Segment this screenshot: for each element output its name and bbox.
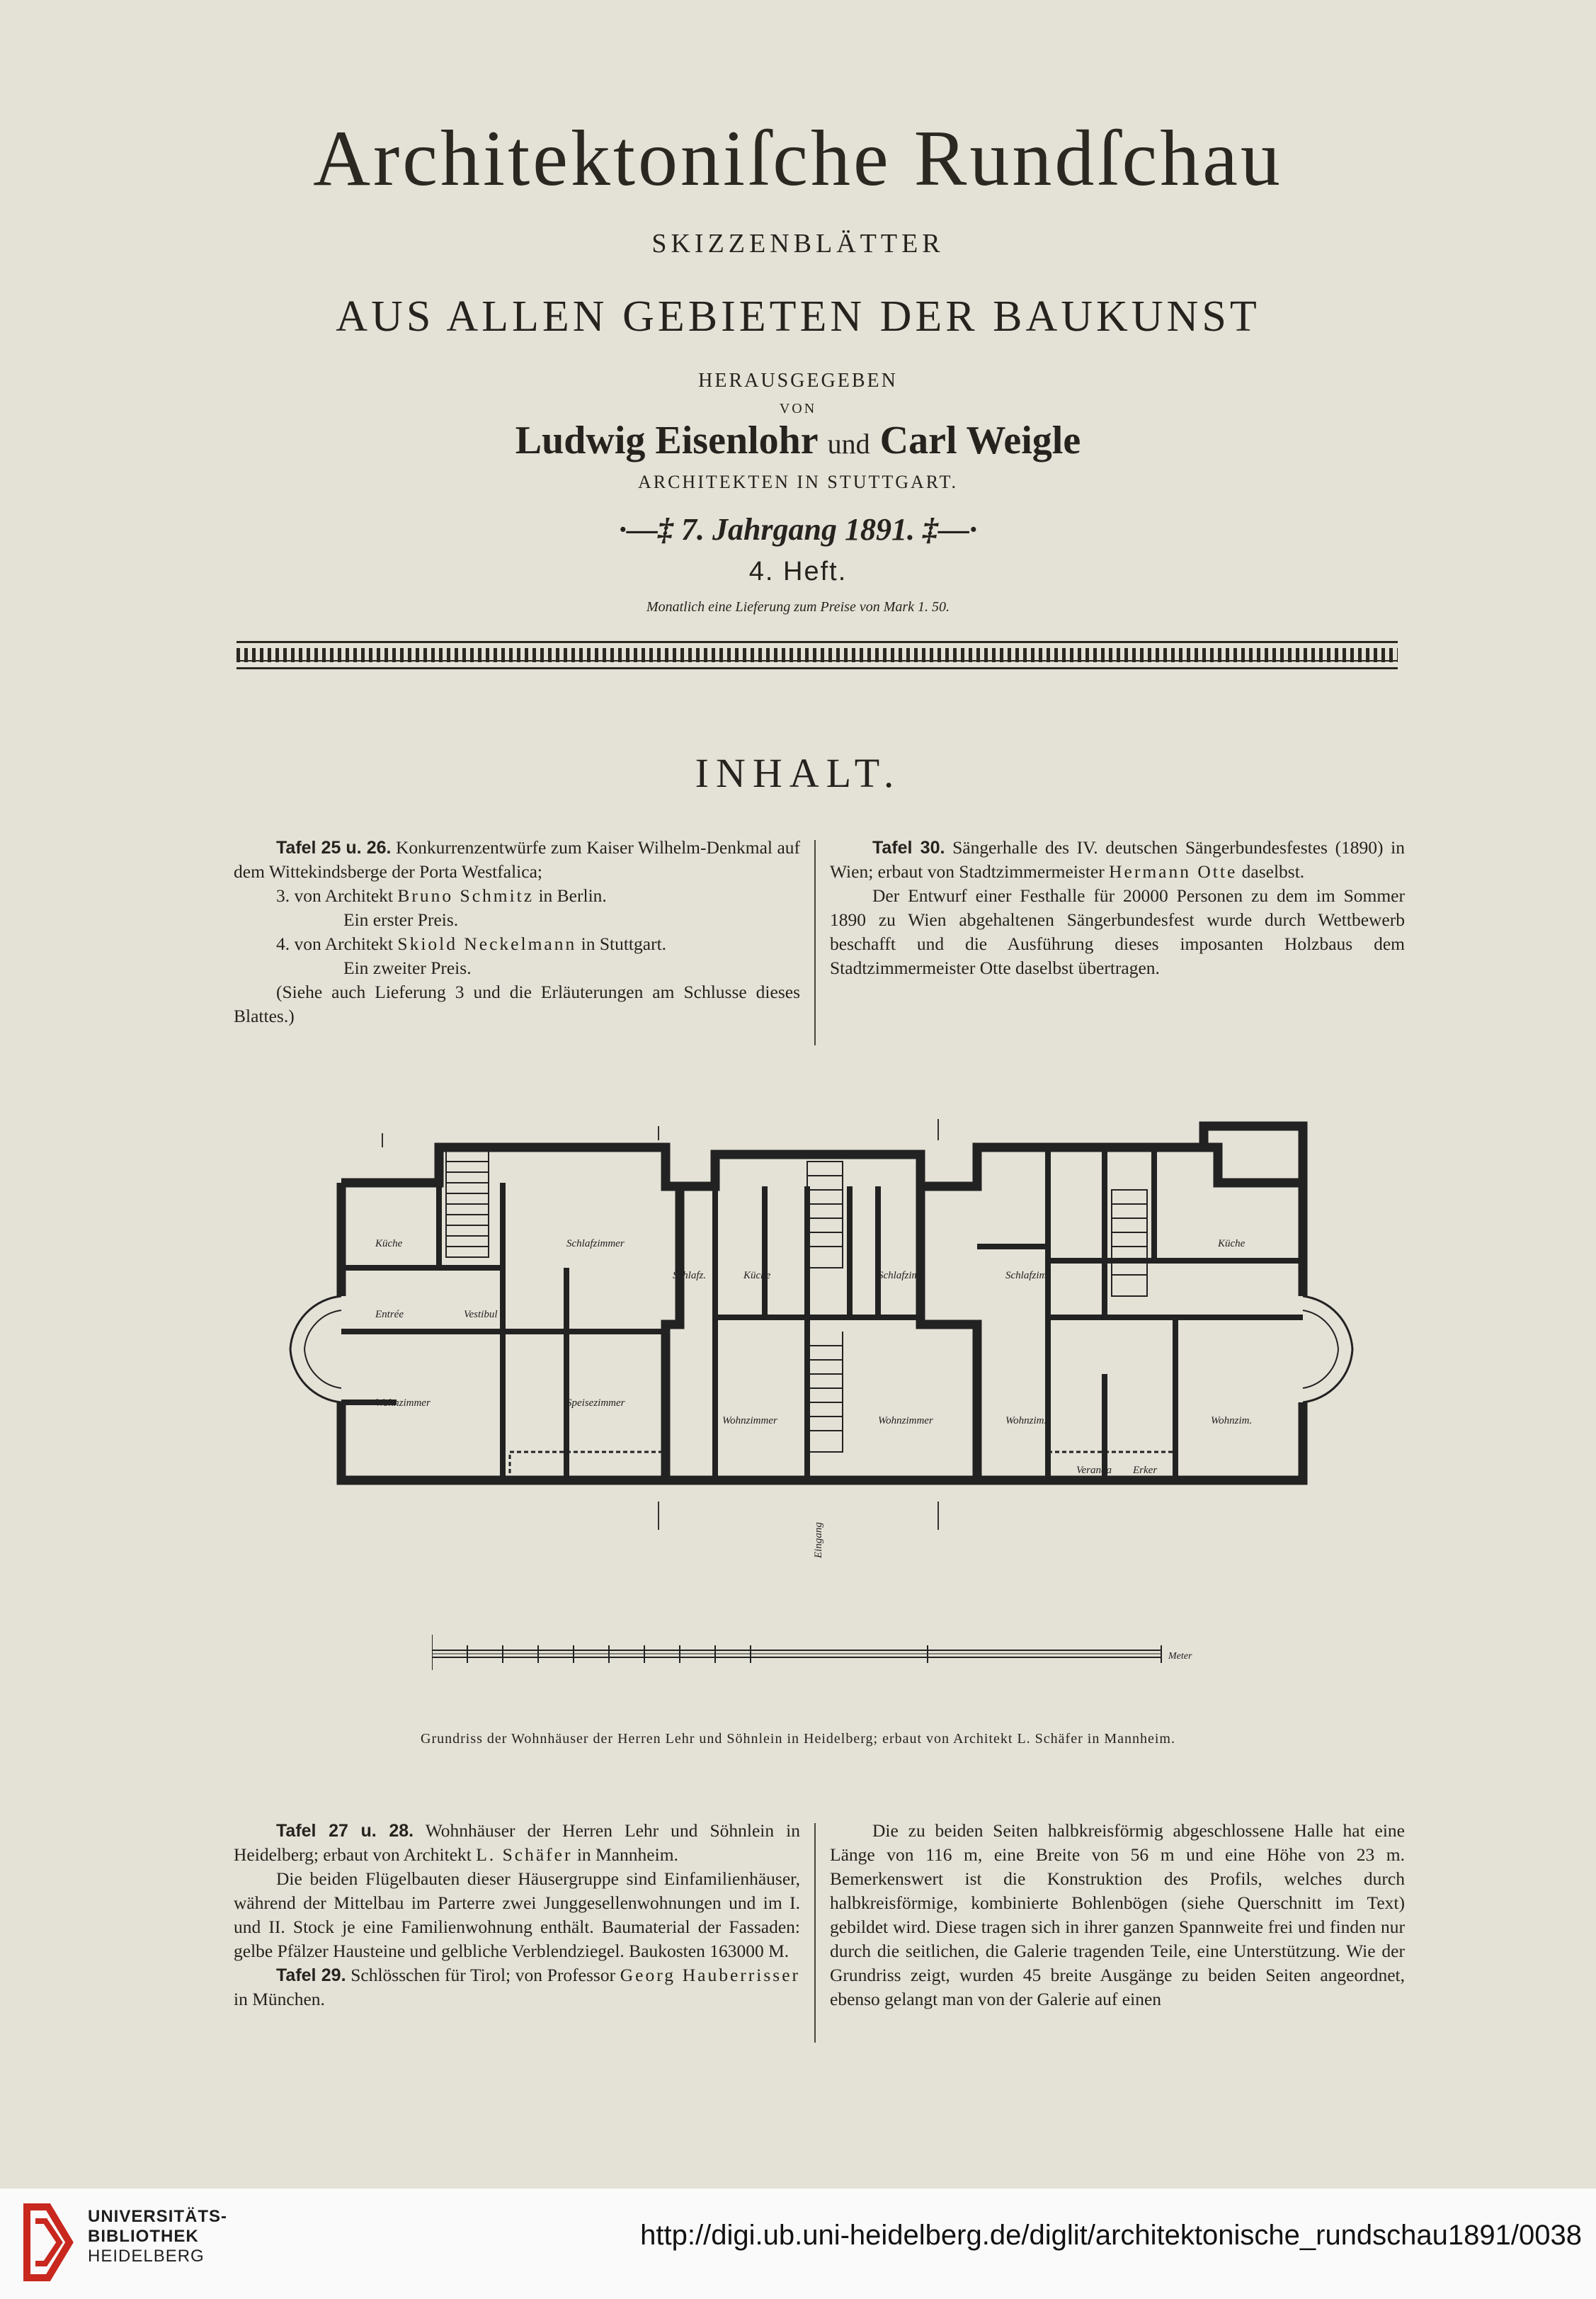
body-right-p1: Die zu beiden Seiten halbkreisförmig abgeschlossene Halle hat eine Länge von 116 m, eine Breite von 56 m und eine Höhe von 23 m. Bemerkenswert ist die Konstruktion des Profils, welches durch halbkreisförmige, kombinierte Bohlenbögen (siehe Querschnitt im Text) gebildet wird. Diese tragen sich in ihrer ganzen Spannweite frei und finden nur durch die seitlichen, die Galerie tragenden Teile, eine Unterstützung. Wie der Grundriss zeigt, wurden 45 breite Ausgänge zu beiden Seiten angeordnet, ebenso gelangt man von der Galerie auf einen <box>830 1820 1405 2009</box>
toc-right-p1 <box>830 836 1405 884</box>
plan-inner-wall <box>977 1147 1303 1480</box>
figure-caption: Grundriss der Wohnhäuser der Herren Lehr und Söhnlein in Heidelberg; erbaut von Architekt L. Schäfer in Mannheim. <box>421 1731 1175 1747</box>
label-eingang: Eingang <box>813 1522 824 1558</box>
toc-left-p6: (Siehe auch Lieferung 3 und die Erläuterungen am Schlusse dieses Blattes.) <box>234 982 800 1026</box>
label-schlafzimmer-left: Schlafzimmer <box>566 1238 625 1249</box>
herausgegeben-label: HERAUSGEGEBEN <box>698 370 898 392</box>
label-schlafzim-right: Schlafzim. <box>1005 1270 1050 1281</box>
toc-text: Konkurrenzentwürfe zum Kaiser Wilhelm-Denkmal auf dem Wittekindsberge der Porta Westfalica; <box>234 837 801 882</box>
toc-left-p3: Ein erster Preis. <box>343 909 459 930</box>
toc-text: in Berlin. <box>534 885 607 906</box>
body-text: Schlösschen für Tirol; von Professor <box>350 1965 620 1985</box>
editors-line <box>0 418 1596 463</box>
plan-inner-wall <box>715 1186 923 1480</box>
toc-text: 4. von Architekt <box>276 933 398 954</box>
column-divider <box>814 840 816 1045</box>
label-veranda: Veranda <box>1076 1465 1112 1476</box>
architect-name: L. Schäfer <box>476 1844 573 1865</box>
body-text: in Mannheim. <box>572 1844 678 1865</box>
body-text: in München. <box>234 1989 325 2009</box>
architect-name: Hermann Otte <box>1109 861 1238 882</box>
heft-line: 4. Heft. <box>748 557 848 586</box>
scale-bar <box>432 1628 1246 1691</box>
ornament-left: ·—‡ <box>618 512 681 547</box>
editor-2: Carl Weigle <box>879 419 1081 462</box>
architects-line: ARCHITEKTEN IN STUTTGART. <box>637 472 959 492</box>
architect-name: Skiold Neckelmann <box>397 933 577 954</box>
inhalt-heading: INHALT. <box>695 750 901 796</box>
toc-left-column <box>234 836 800 1028</box>
label-wohnzimmer-mid: Wohnzimmer <box>722 1415 777 1426</box>
journal-subtitle-2: AUS ALLEN GEBIETEN DER BAUKUNST <box>336 293 1260 341</box>
label-wohnzimmer-mid2: Wohnzimmer <box>878 1415 933 1426</box>
label-erker: Erker <box>1133 1465 1158 1476</box>
body-right-column <box>830 1819 1405 2011</box>
tafel-label: Tafel 25 u. 26. <box>276 838 392 858</box>
toc-text: in Stuttgart. <box>576 933 667 954</box>
label-wohnzimmer-left: Wohnzimmer <box>375 1397 431 1409</box>
tafel-label: Tafel 29. <box>276 1965 346 1985</box>
label-kueche-mid: Küche <box>743 1270 771 1281</box>
library-name <box>88 2207 227 2266</box>
architect-name: Georg Hauberrisser <box>620 1965 800 1985</box>
body-left-p1 <box>234 1819 800 1867</box>
toc-left-p1 <box>234 836 800 884</box>
ornament-right: ‡—· <box>915 512 978 547</box>
toc-text: Sängerhalle des IV. deutschen Sängerbundesfestes (1890) in Wien; erbaut von Stadtzimmermeister <box>830 837 1405 882</box>
body-left-p2: Die beiden Flügelbauten dieser Häusergruppe sind Einfamilienhäuser, während der Mittelbau im Parterre zwei Junggesellenwohnungen und im I. und II. Stock je eine Familienwohnung enthält. Baumaterial der Fassaden: gelbe Pfälzer Hausteine und gelbliche Verblendziegel. Baukosten 163000 M. <box>234 1868 800 1961</box>
body-left-column <box>234 1819 800 2011</box>
toc-right-p2: Der Entwurf einer Festhalle für 20000 Personen zu dem im Sommer 1890 zu Wien abgehaltenen Sängerbundesfest wurde durch Wettbewerb beschafft und die Ausführung dieses imposanten Holzbaus dem Stadtzimmermeister Otte daselbst übertragen. <box>830 885 1405 978</box>
label-speisezimmer: Speisezimmer <box>566 1397 625 1409</box>
toc-left-p5: Ein zweiter Preis. <box>343 958 472 978</box>
toc-text: daselbst. <box>1237 861 1305 882</box>
toc-text: 3. von Architekt <box>276 885 398 906</box>
body-text: Wohnhäuser der Herren Lehr und Söhnlein in Heidelberg; erbaut von Architekt <box>234 1820 801 1865</box>
column-divider <box>814 1823 816 2043</box>
label-kueche-left: Küche <box>375 1238 403 1249</box>
body-left-p3 <box>234 1963 800 2011</box>
university-library-logo <box>20 2200 79 2285</box>
tafel-label: Tafel 30. <box>872 838 945 858</box>
journal-subtitle: SKIZZENBLÄTTER <box>651 229 945 259</box>
toc-left-p4 <box>234 932 800 956</box>
plan-section-lines <box>382 1119 938 1530</box>
architect-name: Bruno Schmitz <box>397 885 535 906</box>
jahrgang-line <box>0 511 1596 547</box>
ornamental-border <box>236 641 1398 669</box>
label-kueche-right: Küche <box>1218 1238 1246 1249</box>
journal-title: Architektoniſche Rundſchau <box>313 115 1283 203</box>
label-vestibul: Vestibul <box>464 1309 498 1320</box>
label-wohnzim-right: Wohnzim. <box>1005 1415 1047 1426</box>
floor-plan-drawing <box>269 1119 1388 1579</box>
library-name-line-2: BIBLIOTHEK <box>88 2227 199 2246</box>
document-url-link[interactable]: http://digi.ub.uni-heidelberg.de/diglit/architektonische_rundschau1891/0038 <box>640 2220 1582 2251</box>
editor-1: Ludwig Eisenlohr <box>515 419 818 462</box>
price-line: Monatlich eine Lieferung zum Preise von Mark 1. 50. <box>646 599 950 615</box>
und-word: und <box>827 428 870 460</box>
plan-stairs <box>446 1151 1147 1452</box>
von-label: VON <box>779 401 817 416</box>
toc-left-p2 <box>234 884 800 908</box>
scale-unit: Meter <box>1168 1651 1192 1662</box>
label-schlafz: Schlafz. <box>673 1270 707 1281</box>
label-wohnzim-right2: Wohnzim. <box>1211 1415 1253 1426</box>
jahrgang-text: 7. Jahrgang 1891. <box>680 512 916 547</box>
label-schlafzim: Schlafzim. <box>878 1270 923 1281</box>
library-name-line-1: UNIVERSITÄTS- <box>88 2207 228 2226</box>
tafel-label: Tafel 27 u. 28. <box>276 1821 414 1841</box>
toc-right-column <box>830 836 1405 980</box>
label-entree: Entrée <box>375 1309 404 1320</box>
library-name-line-3: HEIDELBERG <box>88 2247 205 2266</box>
